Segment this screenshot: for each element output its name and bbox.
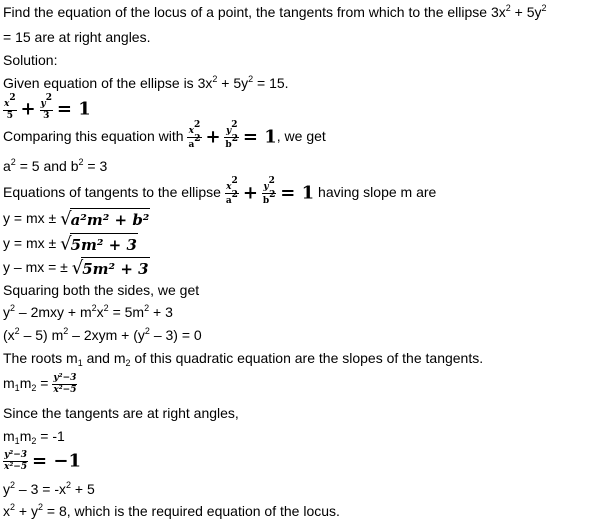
fraction-y2-over-b2 [262, 175, 277, 206]
tangent-eq-1 [3, 207, 150, 231]
exponent: 2 [45, 92, 53, 103]
text: – 2mxy + m [15, 304, 92, 320]
text: = 3 [83, 158, 108, 174]
solution-heading: Solution: [3, 52, 58, 68]
text: y [3, 481, 10, 497]
subscript: 1 [14, 383, 20, 393]
radical-sign: √ [71, 257, 84, 279]
squaring-line: Squaring both the sides, we get [3, 282, 200, 298]
text: of this quadratic equation are the slopes of the tangents. [130, 350, 484, 366]
text: Equations of tangents to the ellipse [3, 184, 225, 200]
exponent: 2 [10, 480, 16, 490]
fraction-x2-over-5 [3, 92, 17, 121]
exponent: 2 [212, 74, 218, 84]
radicand: 5m² + 3 [70, 233, 138, 256]
text: y [3, 304, 10, 320]
text: , we get [276, 128, 326, 144]
exponent: 2 [103, 303, 109, 313]
denominator-var: a [225, 195, 232, 206]
exponent: 2 [10, 157, 16, 167]
exponent: 2 [37, 502, 43, 512]
exponent: 2 [248, 74, 254, 84]
text: Given equation of the ellipse is 3x [3, 75, 213, 91]
text: – 3 = -x [15, 481, 66, 497]
exponent: 2 [194, 119, 201, 130]
exponent: 2 [541, 3, 547, 13]
comparing-line [3, 119, 326, 151]
text: m [3, 375, 15, 391]
radicand: 5m² + 3 [81, 257, 149, 280]
given-equation [3, 74, 289, 92]
denominator-var: b [225, 139, 232, 150]
exponent: 2 [231, 119, 238, 130]
text: – 3) = 0 [149, 327, 202, 343]
numerator: y²−3 [4, 449, 28, 460]
text: + y [15, 503, 38, 519]
numerator-var: y [263, 181, 269, 192]
numerator-var: x [4, 98, 10, 109]
text: m [3, 428, 15, 444]
exponent: 2 [14, 326, 20, 336]
plus-sign: + [205, 126, 221, 148]
text: = 5m [108, 304, 145, 320]
text: + 5y [217, 75, 249, 91]
sqrt-expression [72, 256, 150, 280]
equals-one: = 1 [280, 182, 315, 204]
text: a [3, 158, 11, 174]
text: having slope m are [314, 184, 437, 200]
since-line: Since the tangents are at right angles, [3, 405, 239, 421]
fraction-x2-over-a2 [187, 119, 201, 150]
denominator-var: a [188, 139, 195, 150]
sqrt-expression [60, 232, 138, 256]
fraction-y2-over-b2 [224, 119, 239, 150]
exponent: 2 [10, 502, 16, 512]
question-text: + 5y [510, 4, 542, 20]
roots-line [3, 349, 483, 367]
exponent: 2 [144, 326, 150, 336]
text: = 15. [253, 75, 289, 91]
question-line-1 [3, 3, 547, 21]
text: y = mx ± [3, 210, 61, 226]
text: x [96, 304, 104, 320]
fraction-slopes-product [52, 374, 77, 395]
text: – 5) m [19, 327, 64, 343]
subscript: 1 [14, 436, 20, 446]
fraction-equation [3, 446, 81, 475]
sqrt-expression [60, 207, 150, 231]
exponent: 2 [78, 157, 84, 167]
exponent: 2 [231, 133, 238, 144]
ab-values [3, 157, 107, 175]
plus-sign: + [20, 98, 36, 120]
numerator-var: x [226, 181, 232, 192]
standard-form-equation [3, 92, 91, 121]
text: + 5 [71, 481, 95, 497]
exponent: 2 [10, 303, 16, 313]
product-of-slopes-formula [3, 369, 77, 397]
final-answer [3, 502, 340, 520]
subscript: 2 [125, 358, 131, 368]
text: x [3, 503, 10, 519]
exponent: 2 [231, 175, 238, 186]
product-equals-minus-one [3, 427, 65, 445]
exponent: 2 [231, 189, 238, 200]
step-equation [3, 480, 95, 498]
denominator: 5 [6, 110, 13, 121]
subscript: 2 [31, 383, 37, 393]
subscript: 2 [31, 436, 37, 446]
text: and m [82, 350, 126, 366]
tangent-eq-2 [3, 232, 138, 256]
question-text: Find the equation of the locus of a point, the tangents from which to the ellipse 3x [3, 4, 506, 20]
equals-one: = 1 [242, 126, 277, 148]
text: + 3 [149, 304, 173, 320]
exponent: 2 [269, 189, 276, 200]
text: = 8, which is the required equation of the locus. [43, 503, 340, 519]
denominator: x²−5 [4, 461, 28, 472]
equals-one: = 1 [56, 98, 91, 120]
tangent-equations-line [3, 175, 437, 207]
exponent: 2 [63, 326, 69, 336]
numerator-var: x [188, 125, 195, 136]
text: = [36, 375, 53, 391]
radicand: a²m² + b² [70, 208, 151, 231]
exponent: 2 [65, 480, 71, 490]
fraction-x2-over-a2 [225, 175, 239, 206]
exponent: 2 [268, 175, 275, 186]
text: = -1 [36, 428, 65, 444]
text: y – mx = ± [3, 259, 72, 275]
text: y = mx ± [3, 235, 61, 251]
exponent: 2 [144, 303, 150, 313]
text: – 2xym + (y [68, 327, 145, 343]
question-line-2: = 15 are at right angles. [3, 29, 151, 45]
fraction-y2-3-over-x2-5 [3, 451, 28, 472]
text: m [19, 375, 32, 391]
text: m [19, 428, 32, 444]
tangent-eq-3 [3, 256, 150, 280]
numerator-var: y [225, 125, 232, 136]
squared-equation [3, 303, 173, 321]
text: = 5 and b [15, 158, 79, 174]
text: Comparing this equation with [3, 128, 188, 144]
equals-minus-one: = −1 [32, 450, 81, 472]
subscript: 1 [77, 358, 83, 368]
exponent: 2 [194, 133, 201, 144]
text: The roots m [3, 350, 78, 366]
fraction-y2-over-3 [40, 92, 54, 121]
exponent: 2 [9, 92, 16, 103]
numerator: y²−3 [53, 372, 77, 383]
exponent: 2 [91, 303, 97, 313]
denominator: x²−5 [53, 384, 77, 395]
numerator-var: y [40, 98, 46, 109]
text: (x [3, 327, 15, 343]
quadratic-equation [3, 326, 202, 344]
radical-sign: √ [60, 233, 72, 255]
plus-sign: + [242, 182, 258, 204]
denominator-var: b [262, 195, 270, 206]
radical-sign: √ [60, 208, 72, 230]
denominator: 3 [43, 110, 50, 121]
exponent: 2 [505, 3, 511, 13]
